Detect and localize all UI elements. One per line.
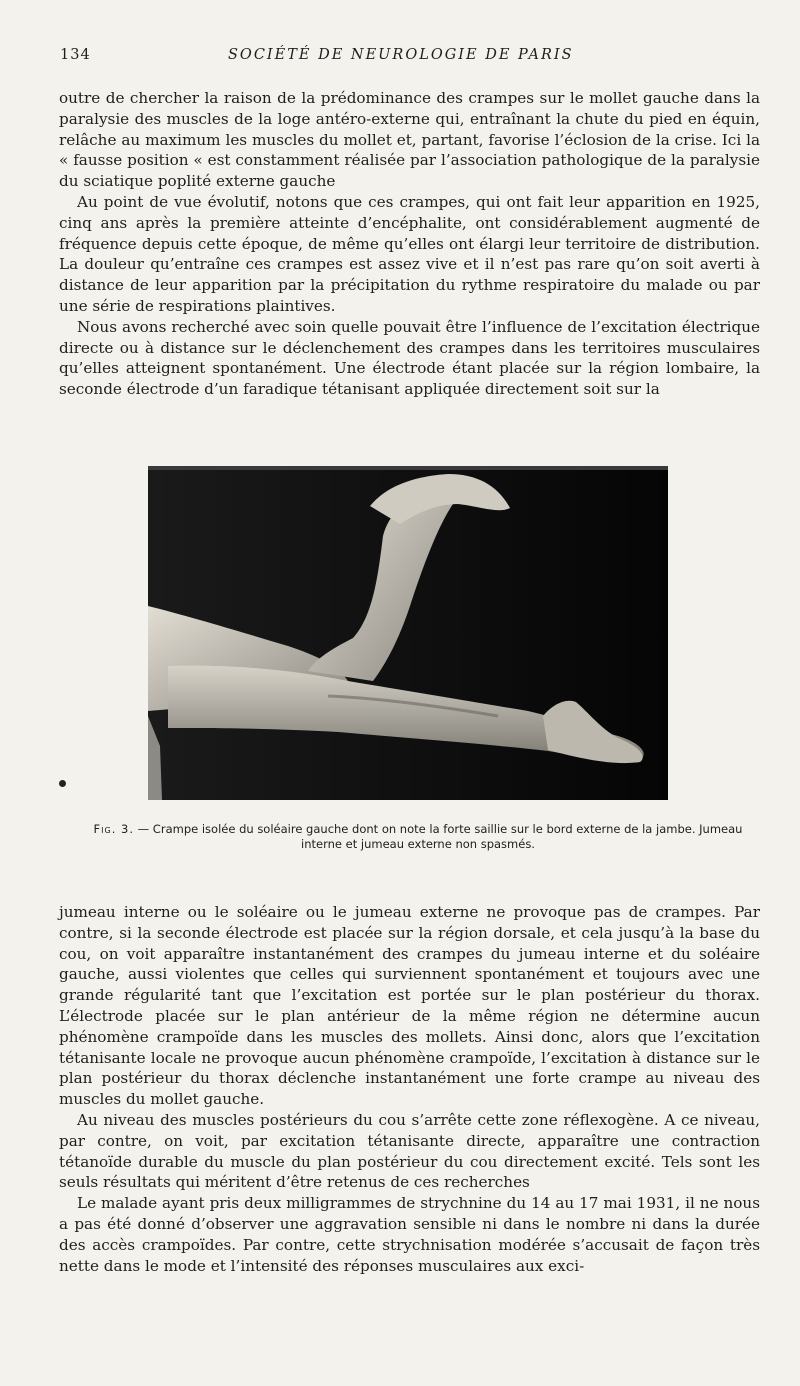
paragraph: Au niveau des muscles postérieurs du cou s’arrête cette zone réflexogène. A ce niveau, par contre, on voit, par excitation tétanisante directe, apparaître une contraction tétanoïde durable du muscle du plan postérieur du cou directement excité. Tels sont les seuls résultats qui méritent d’être retenus de ces recherches bbox=[59, 1110, 760, 1192]
margin-dot bbox=[59, 780, 66, 787]
paragraph: outre de chercher la raison de la prédominance des crampes sur le mollet gauche dans la paralysie des muscles de la loge antéro-externe qui, entraînant la chute du pied en équin, relâche au maximum les muscles du mollet et, partant, favorise l’éclosion de la crise. Ici la « fausse position « est constamment réalisée par l’association pathologique de la paralysie du sciatique poplité externe gauche bbox=[59, 89, 760, 191]
paragraph: jumeau interne ou le soléaire ou le jumeau externe ne provoque pas de crampes. Par contre, si la seconde électrode est placée sur la région dorsale, et cela jusqu’à la base du cou, on voit apparaître instantanément des crampes du jumeau interne et du soléaire gauche, aussi violentes que celles qui surviennent spontanément et toujours avec une grande régularité tant que l’excitation est portée sur le plan postérieur du thorax. L’électrode placée sur le plan antérieur de la même région ne détermine aucun phénomène crampoïde dans les muscles des mollets. Ainsi donc, alors que l’excitation tétanisante locale ne provoque aucun phénomène crampoïde, l’excitation à distance sur le plan postérieur du thorax déclenche instantanément une forte crampe au niveau des muscles du mollet gauche. bbox=[59, 903, 760, 1109]
paragraph: Nous avons recherché avec soin quelle pouvait être l’influence de l’excitation électrique directe ou à distance sur le déclenchement des crampes dans les territoires musculaires qu’elles atteignent spontanément. Une électrode étant placée sur la région lombaire, la seconde électrode d’un faradique tétanisant appliquée directement soit sur la bbox=[59, 317, 760, 399]
figure-photo-legs bbox=[148, 466, 668, 800]
paragraph: Le malade ayant pris deux milligrammes de strychnine du 14 au 17 mai 1931, il ne nous a pas été donné d’observer une aggravation sensible ni dans le nombre ni dans la durée des accès crampoïdes. Par contre, cette strychnisation modérée s’accusait de façon très nette dans le mode et l’intensité des réponses musculaires aux exci- bbox=[59, 1194, 760, 1275]
running-header bbox=[60, 47, 760, 67]
body-text-bottom bbox=[59, 902, 760, 1276]
paragraph: Au point de vue évolutif, notons que ces crampes, qui ont fait leur apparition en 1925, cinq ans après la première atteinte d’encéphalite, ont considérablement augmenté de fréquence depuis cette époque, de même qu’elles ont élargi leur territoire de distribution. La douleur qu’entraîne ces crampes est assez vive et il n’est pas rare qu’on soit averti à distance de leur apparition par la précipitation du rythme respiratoire du malade ou par une série de respirations plaintives. bbox=[59, 192, 760, 315]
running-title: SOCIÉTÉ DE NEUROLOGIE DE PARIS bbox=[228, 47, 574, 63]
figure-label: Fig. 3. bbox=[93, 822, 134, 836]
body-text-top bbox=[59, 88, 760, 400]
figure-caption-text: — Crampe isolée du soléaire gauche dont on note la forte saillie sur le bord externe de la jambe. Jumeau interne et jumeau externe non spasmés. bbox=[134, 822, 743, 851]
figure-caption bbox=[76, 822, 760, 852]
page-number: 134 bbox=[60, 47, 91, 63]
